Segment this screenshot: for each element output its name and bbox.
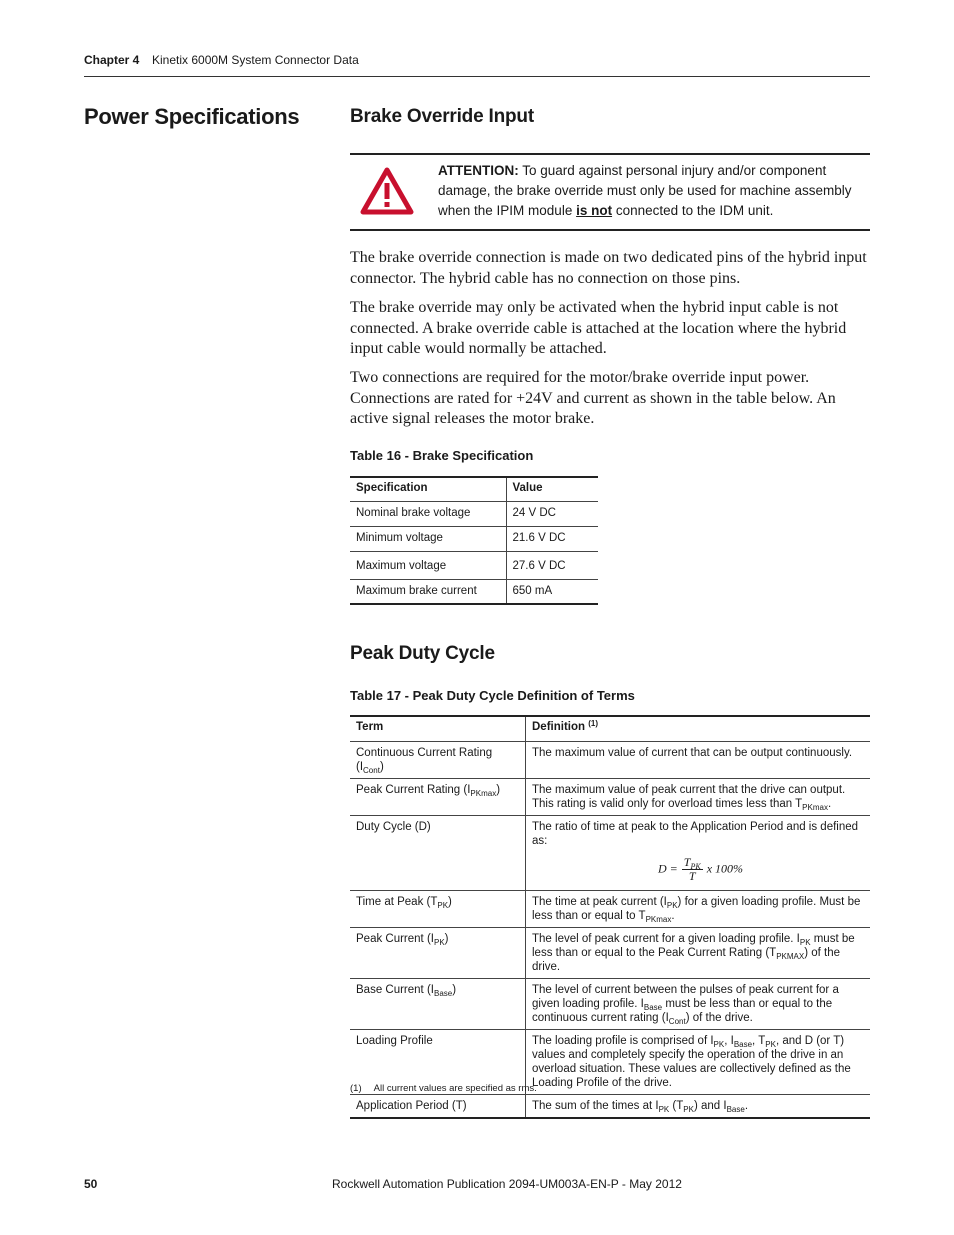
definition-subscript: PKmax bbox=[645, 914, 672, 924]
definition-cell bbox=[526, 815, 871, 890]
table-cell: 21.6 V DC bbox=[506, 526, 598, 551]
peak-duty-heading: Peak Duty Cycle bbox=[350, 643, 495, 664]
definition-text: . bbox=[827, 797, 832, 810]
attention-body-end: connected to the IDM unit. bbox=[612, 203, 774, 218]
table-row bbox=[350, 526, 598, 551]
definition-subscript: PK bbox=[765, 1039, 776, 1049]
definition-subscript: PKMAX bbox=[776, 951, 805, 961]
table-row bbox=[350, 501, 598, 526]
term-text: Application Period (T) bbox=[356, 1099, 467, 1112]
term-text: ) bbox=[379, 760, 384, 773]
attention-body-start: To guard against personal injury and/or component damage, the brake override must only be used for machine assembly when the IPIM module bbox=[438, 163, 852, 218]
term-subscript: Cont bbox=[363, 765, 380, 775]
table-footnote bbox=[350, 1083, 537, 1094]
table-header-row bbox=[350, 477, 598, 501]
definition-subscript: PK bbox=[666, 900, 678, 910]
term-subscript: PKmax bbox=[470, 788, 497, 798]
table-row bbox=[350, 815, 870, 890]
table-row bbox=[350, 978, 870, 1029]
definition-text: . bbox=[744, 1099, 749, 1112]
chapter-title: Kinetix 6000M System Connector Data bbox=[152, 53, 359, 67]
definition-text: . bbox=[671, 909, 675, 922]
term-cell bbox=[350, 927, 526, 978]
duty-cycle-formula bbox=[658, 856, 864, 886]
definition-subscript: PK bbox=[658, 1104, 670, 1114]
table-row bbox=[350, 778, 870, 815]
definition-cell bbox=[526, 1094, 871, 1118]
column-header-text: Definition bbox=[532, 721, 586, 733]
definition-text: , T bbox=[752, 1034, 766, 1047]
definition-text: The level of current between the pulses of peak current for a given loading profile. I bbox=[532, 983, 839, 1010]
formula-lhs: D = bbox=[658, 860, 678, 875]
term-cell bbox=[350, 1094, 526, 1118]
term-subscript: Base bbox=[433, 988, 453, 998]
definition-subscript: Base bbox=[643, 1002, 663, 1012]
definition-text: The ratio of time at peak to the Application Period and is defined as: bbox=[532, 820, 859, 847]
definition-subscript: PK bbox=[799, 937, 811, 947]
table-row bbox=[350, 579, 598, 604]
chapter-label: Chapter 4 bbox=[84, 53, 140, 67]
definition-text: ) for a given loading profile. Must be less than or equal to T bbox=[532, 895, 861, 922]
table-cell: Maximum brake current bbox=[350, 579, 506, 604]
term-cell bbox=[350, 778, 526, 815]
definition-subscript: PK bbox=[713, 1039, 725, 1049]
term-text: ) bbox=[452, 983, 457, 996]
definition-cell bbox=[526, 1029, 871, 1094]
term-text: Time at Peak (T bbox=[356, 895, 438, 908]
term-subscript: PK bbox=[433, 937, 445, 947]
term-text: Loading Profile bbox=[356, 1034, 433, 1047]
term-text: Continuous Current Rating (I bbox=[356, 746, 493, 773]
footnote-text: All current values are specified as rms. bbox=[373, 1083, 537, 1094]
definition-subscript: Cont bbox=[668, 1016, 686, 1026]
formula-denominator: T bbox=[688, 868, 696, 883]
term-text: ) bbox=[496, 783, 501, 796]
definition-subscript: PKmax bbox=[802, 802, 828, 812]
definition-text: The sum of the times at I bbox=[532, 1099, 659, 1112]
definition-subscript: Base bbox=[726, 1104, 745, 1114]
table-cell: Minimum voltage bbox=[350, 526, 506, 551]
table-caption: Table 16 - Brake Specification bbox=[350, 448, 534, 463]
peak-duty-table bbox=[350, 715, 870, 1119]
definition-text: The level of peak current for a given loading profile. I bbox=[532, 932, 800, 945]
table-row bbox=[350, 890, 870, 927]
definition-text: ) of the drive. bbox=[685, 1011, 753, 1024]
table-header-row bbox=[350, 716, 870, 741]
definition-cell bbox=[526, 890, 871, 927]
formula-rhs: x 100% bbox=[706, 860, 744, 875]
column-header: Specification bbox=[350, 477, 506, 501]
definition-text: The loading profile is comprised of I bbox=[532, 1034, 714, 1047]
column-header bbox=[526, 716, 871, 741]
table-row bbox=[350, 927, 870, 978]
definition-text: The maximum value of peak current that the drive can output. This rating is valid only for overload times less than T bbox=[532, 783, 846, 810]
definition-text: must be less than or equal to the Peak Current Rating (T bbox=[532, 932, 855, 959]
attention-emphasis: is not bbox=[576, 203, 613, 218]
definition-text: The maximum value of current that can be output continuously. bbox=[532, 746, 853, 759]
term-cell bbox=[350, 978, 526, 1029]
table-cell: Nominal brake voltage bbox=[350, 501, 506, 526]
term-cell bbox=[350, 890, 526, 927]
column-header: Value bbox=[506, 477, 598, 501]
term-subscript: PK bbox=[437, 900, 449, 910]
definition-text: must be less than or equal to the continuous current rating (I bbox=[532, 997, 833, 1024]
definition-cell bbox=[526, 741, 871, 778]
table-row bbox=[350, 741, 870, 778]
term-cell bbox=[350, 815, 526, 890]
definition-cell bbox=[526, 778, 871, 815]
term-text: Base Current (I bbox=[356, 983, 434, 996]
definition-cell bbox=[526, 978, 871, 1029]
table-caption: Table 17 - Peak Duty Cycle Definition of Terms bbox=[350, 688, 635, 703]
attention-label: ATTENTION: bbox=[438, 163, 519, 178]
table-cell: 24 V DC bbox=[506, 501, 598, 526]
term-text: Peak Current (I bbox=[356, 932, 434, 945]
header-divider bbox=[84, 76, 870, 77]
definition-text: The time at peak current (I bbox=[532, 895, 667, 908]
formula-fraction bbox=[682, 856, 703, 883]
definition-text: ) of the drive. bbox=[532, 946, 841, 973]
formula-numerator-subscript: PK bbox=[690, 861, 701, 871]
definition-text: , and D (or T) values and completely specify the operation of the drive in an overload situation. These values are collectively defined as the Loading Profile of the drive. bbox=[532, 1034, 851, 1089]
definition-cell bbox=[526, 927, 871, 978]
body-paragraph: Two connections are required for the motor/brake override input power. Connections are rated for +24V and current as shown in the table below. An active signal releases the motor brake. bbox=[350, 369, 836, 427]
brake-spec-table bbox=[350, 476, 598, 605]
term-text: Duty Cycle (D) bbox=[356, 820, 431, 833]
warning-triangle-icon bbox=[360, 167, 414, 215]
attention-callout bbox=[350, 153, 870, 231]
formula-numerator bbox=[682, 856, 703, 870]
table-row bbox=[350, 1094, 870, 1118]
table-row bbox=[350, 551, 598, 579]
column-header: Term bbox=[350, 716, 526, 741]
body-paragraph: The brake override connection is made on two dedicated pins of the hybrid input connector. The hybrid cable has no connection on those pins. bbox=[350, 249, 867, 287]
term-text: ) bbox=[448, 895, 452, 908]
definition-subscript: PK bbox=[683, 1104, 694, 1114]
definition-subscript: Base bbox=[733, 1039, 753, 1049]
page-title: Power Specifications bbox=[84, 104, 300, 129]
definition-text: (T bbox=[669, 1099, 684, 1112]
footnote-reference: (1) bbox=[588, 719, 599, 728]
page-number: 50 bbox=[84, 1177, 98, 1191]
term-text: Peak Current Rating (I bbox=[356, 783, 471, 796]
publication-info: Rockwell Automation Publication 2094-UM003A-EN-P - May 2012 bbox=[332, 1177, 682, 1191]
definition-text: , I bbox=[724, 1034, 734, 1047]
definition-text: ) and I bbox=[693, 1099, 727, 1112]
attention-text bbox=[438, 161, 863, 221]
footnote-marker: (1) bbox=[350, 1083, 362, 1094]
table-cell: 27.6 V DC bbox=[506, 551, 598, 579]
term-text: ) bbox=[444, 932, 449, 945]
brake-override-heading: Brake Override Input bbox=[350, 106, 534, 127]
body-paragraph: The brake override may only be activated when the hybrid input cable is not connected. A brake override cable is attached at the location where the hybrid input cable would normally be attached. bbox=[350, 299, 847, 357]
term-cell bbox=[350, 741, 526, 778]
table-cell: Maximum voltage bbox=[350, 551, 506, 579]
table-cell: 650 mA bbox=[506, 579, 598, 604]
formula-numerator-text: T bbox=[683, 854, 691, 869]
